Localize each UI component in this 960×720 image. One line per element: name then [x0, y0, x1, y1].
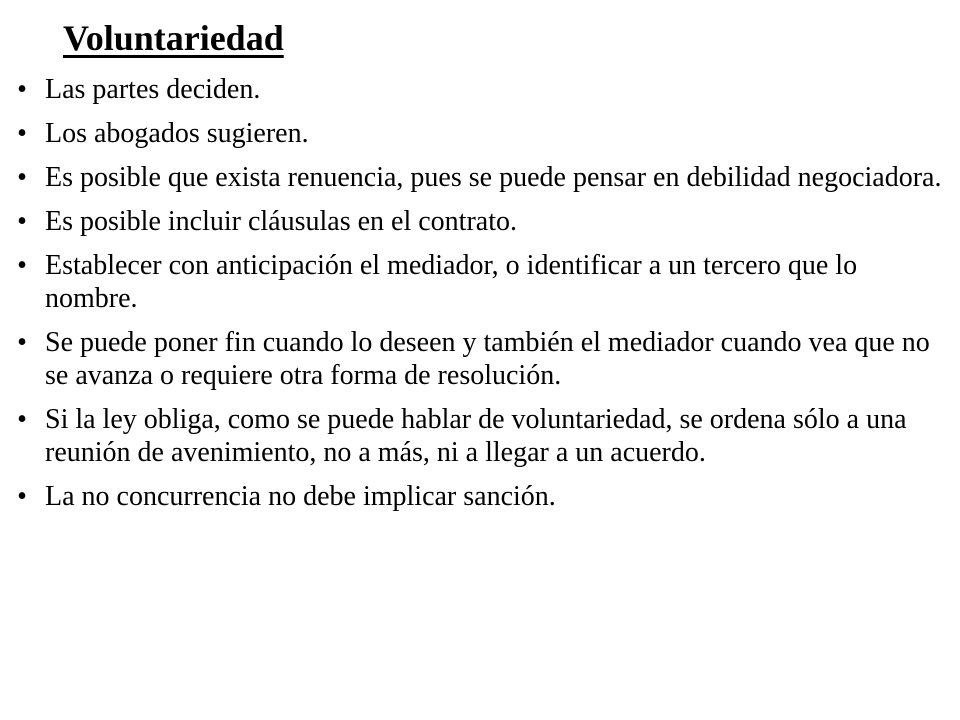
bullet-text: Es posible incluir cláusulas en el contrato. [45, 206, 517, 237]
bullet-text: Los abogados sugieren. [45, 118, 309, 149]
bullet-icon: • [17, 206, 27, 237]
bullet-item [0, 326, 960, 392]
bullet-icon: • [17, 481, 27, 512]
bullet-icon: • [17, 404, 27, 435]
bullet-icon: • [17, 250, 27, 281]
slide-title: Voluntariedad [63, 18, 284, 58]
bullet-list [0, 73, 960, 524]
bullet-icon: • [17, 118, 27, 149]
bullet-item [0, 161, 960, 194]
bullet-text: La no concurrencia no debe implicar sanción. [45, 481, 556, 512]
bullet-icon: • [17, 327, 27, 358]
bullet-icon: • [17, 162, 27, 193]
bullet-item [0, 205, 960, 238]
bullet-text: Establecer con anticipación el mediador, o identificar a un tercero que lo nombre. [45, 250, 858, 314]
bullet-text: Es posible que exista renuencia, pues se puede pensar en debilidad negociadora. [45, 162, 942, 193]
bullet-item [0, 117, 960, 150]
bullet-text: Las partes deciden. [45, 74, 261, 105]
bullet-icon: • [17, 74, 27, 105]
bullet-item [0, 73, 960, 106]
bullet-item [0, 403, 960, 469]
bullet-item [0, 249, 960, 315]
bullet-text: Si la ley obliga, como se puede hablar de voluntariedad, se ordena sólo a una reunión de avenimiento, no a más, ni a llegar a un acuerdo. [45, 404, 907, 468]
bullet-item [0, 480, 960, 513]
bullet-text: Se puede poner fin cuando lo deseen y también el mediador cuando vea que no se avanza o requiere otra forma de resolución. [45, 327, 930, 391]
